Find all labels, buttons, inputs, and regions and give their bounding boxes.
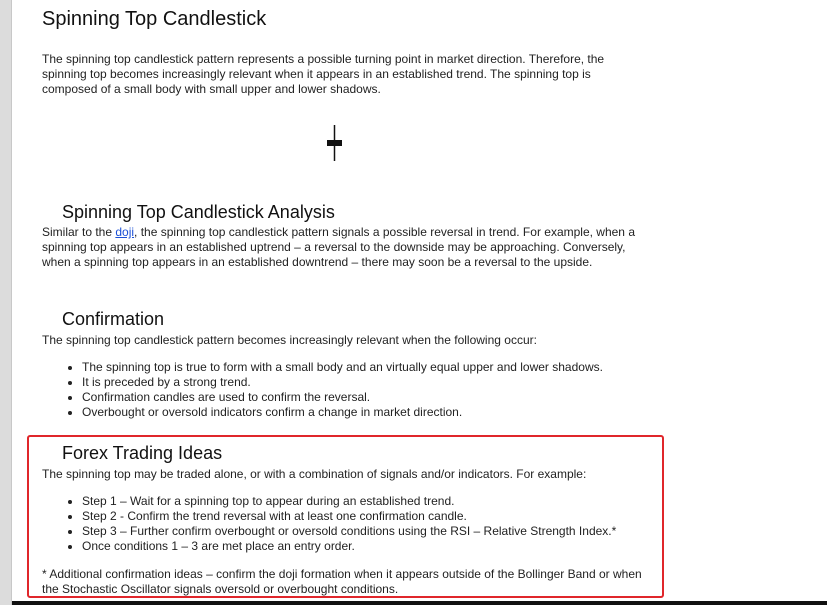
- window-left-edge: [11, 0, 12, 605]
- analysis-paragraph: [42, 225, 642, 270]
- forex-intro: The spinning top may be traded alone, or with a combination of signals and/or indicators. For example:: [42, 467, 587, 481]
- list-item: • Confirmation candles are used to confirm the reversal.: [82, 390, 603, 405]
- forex-heading: Forex Trading Ideas: [62, 443, 223, 463]
- list-item: • It is preceded by a strong trend.: [82, 375, 603, 390]
- list-item: • Overbought or oversold indicators confirm a change in market direction.: [82, 405, 603, 420]
- forex-note: * Additional confirmation ideas – confirm the doji formation when it appears outside of the Bollinger Band or when the Stochastic Oscillator signals oversold or overbought conditions.: [42, 567, 642, 596]
- list-item: • Once conditions 1 – 3 are met place an entry order.: [82, 539, 616, 554]
- list-item: • Step 1 – Wait for a spinning top to appear during an established trend.: [82, 494, 616, 509]
- list-item: • The spinning top is true to form with a small body and an virtually equal upper and lower shadows.: [82, 360, 603, 375]
- list-item: • Step 3 – Further confirm overbought or oversold conditions using the RSI – Relative Strength Index.*: [82, 524, 616, 539]
- analysis-text-after-link: , the spinning top candlestick pattern signals a possible reversal in trend. For example, when a spinning top appears in an established uptrend – a reversal to the downside may be approaching. Conversely, when a spinning top appears in an established downtrend – there may soon be a reversal to the upside.: [42, 225, 635, 269]
- doji-link[interactable]: doji: [115, 225, 135, 239]
- confirmation-heading: Confirmation: [62, 309, 165, 329]
- confirmation-list: [62, 360, 603, 420]
- analysis-heading: Spinning Top Candlestick Analysis: [62, 202, 335, 222]
- confirmation-intro: The spinning top candlestick pattern becomes increasingly relevant when the following occur:: [42, 333, 537, 347]
- window-left-border: [0, 0, 11, 605]
- page-title: Spinning Top Candlestick: [42, 8, 267, 30]
- list-item: • Step 2 - Confirm the trend reversal with at least one confirmation candle.: [82, 509, 616, 524]
- forex-steps-list: [62, 494, 616, 554]
- analysis-text-before-link: Similar to the: [42, 225, 116, 239]
- bottom-border: [12, 601, 827, 605]
- intro-paragraph: The spinning top candlestick pattern represents a possible turning point in market direction. Therefore, the spinning top becomes increasingly relevant when it appears in an established trend. The spinning top is composed of a small body with small upper and lower shadows.: [42, 52, 605, 96]
- spinning-top-candle-icon: [327, 125, 343, 161]
